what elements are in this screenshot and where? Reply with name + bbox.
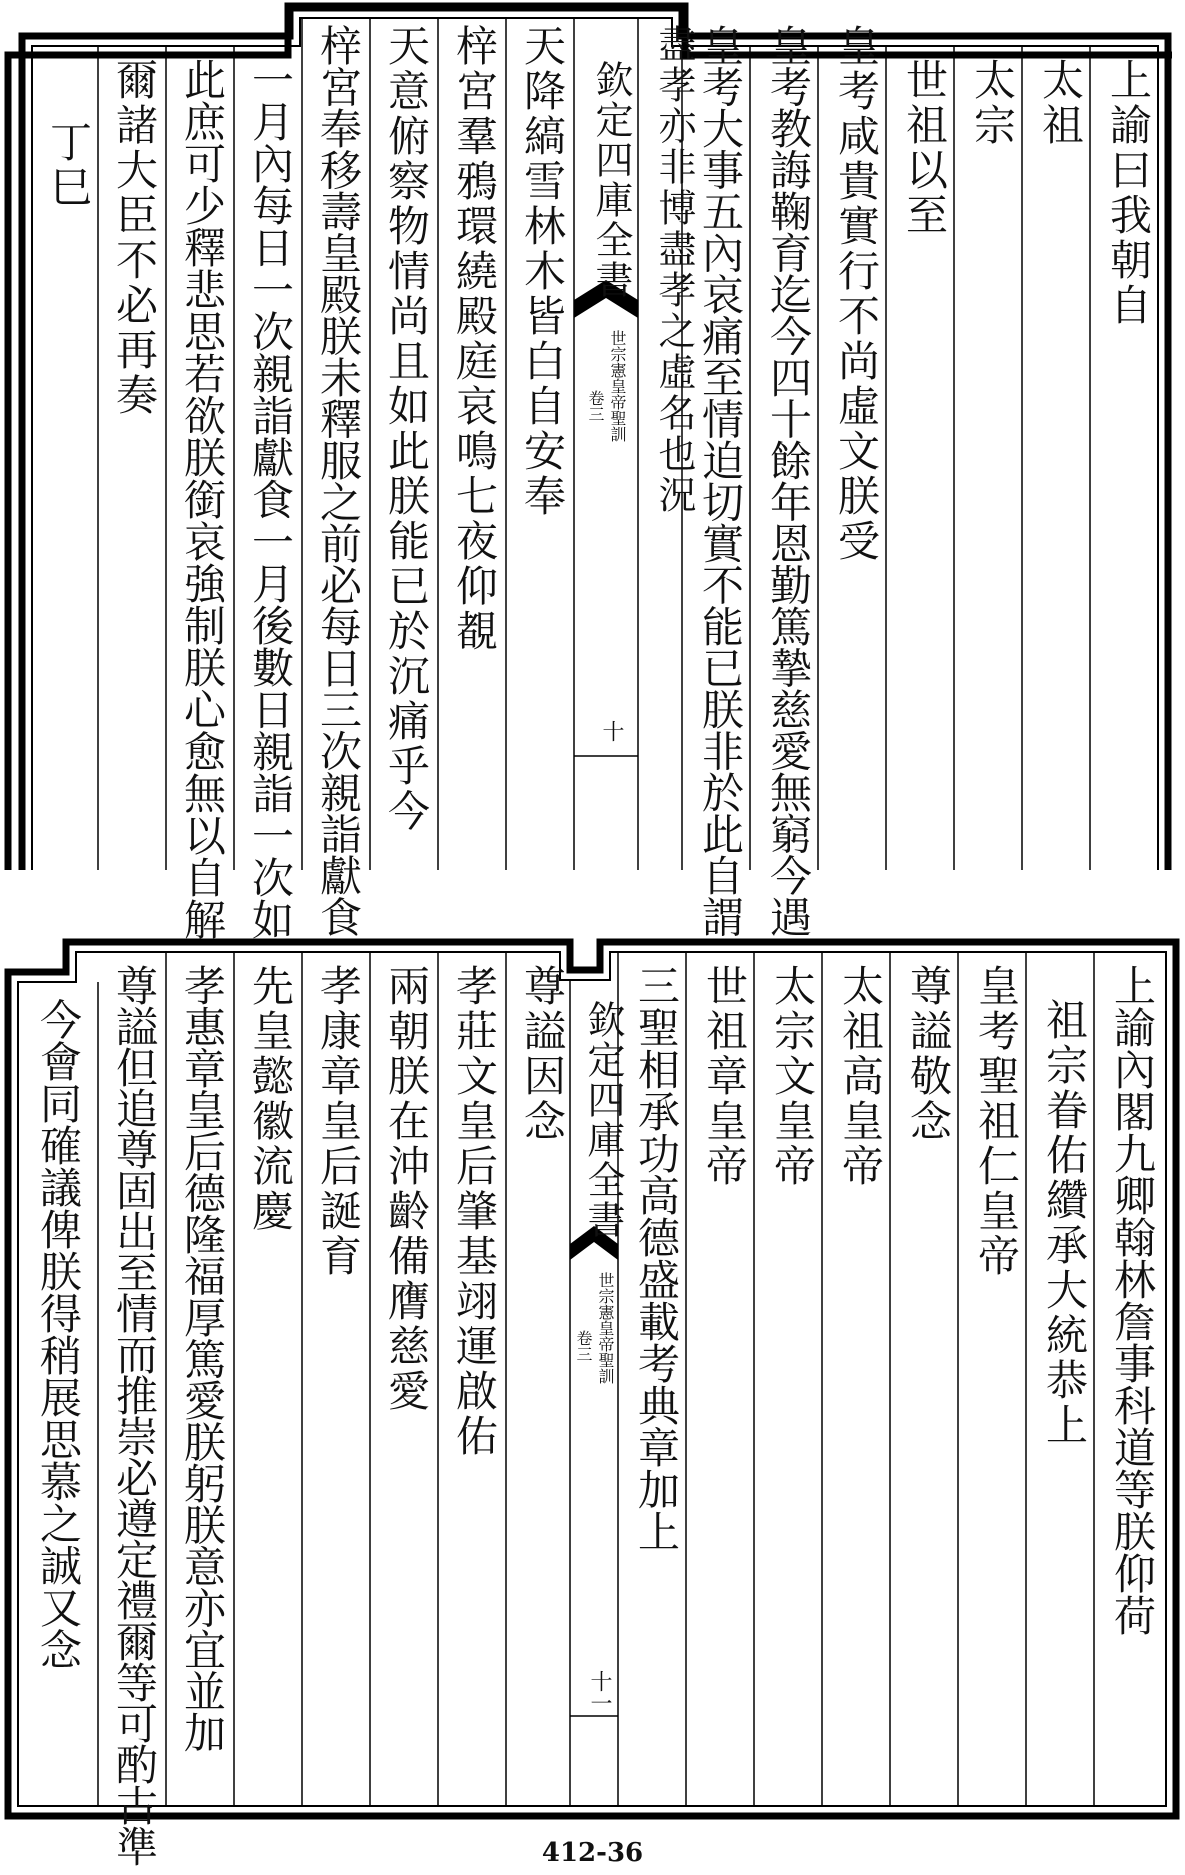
fish-tail-volume: 卷三 bbox=[586, 390, 605, 422]
text-column: 孝康章皇后誕育 bbox=[314, 964, 363, 1279]
book-title: 欽定四庫全書 bbox=[581, 1000, 625, 1240]
text-column: 天意俯察物情尚且如此朕能已於沉痛乎今 bbox=[382, 24, 431, 834]
text-column: 盡孝亦非博盡孝之虛名也況 bbox=[652, 24, 696, 516]
fish-tail-caption: 世宗憲皇帝聖訓 bbox=[608, 330, 627, 442]
text-column: 太祖高皇帝 bbox=[836, 964, 885, 1189]
text-column: 尊謚因念 bbox=[518, 964, 567, 1144]
text-column: 皇考教誨鞠育迄今四十餘年恩勤篤摯慈愛無窮今遇 bbox=[764, 24, 813, 937]
text-column: 三聖相承功高德盛載考典章加上 bbox=[632, 964, 681, 1552]
text-column: 兩朝朕在沖齡備膺慈愛 bbox=[382, 964, 431, 1414]
text-column: 太宗文皇帝 bbox=[768, 964, 817, 1189]
text-column: 世祖章皇帝 bbox=[700, 964, 749, 1189]
text-column: 太宗 bbox=[968, 58, 1017, 148]
text-column: 爾諸大臣不必再奏 bbox=[110, 58, 159, 418]
fish-tail-volume: 卷三 bbox=[574, 1330, 593, 1362]
text-column: 皇考大事五內哀痛至情迫切實不能已朕非於此自謂 bbox=[696, 24, 745, 937]
page-number: 412-36 bbox=[541, 1838, 644, 1868]
book-title: 欽定四庫全書 bbox=[589, 60, 633, 300]
text-column: 祖宗眷佑纘承大統恭上 bbox=[1040, 998, 1089, 1448]
folio: 十 bbox=[599, 720, 624, 742]
text-column: 世祖以至 bbox=[900, 58, 949, 238]
text-column: 上諭曰我朝自 bbox=[1104, 58, 1153, 328]
text-column: 先皇懿徽流慶 bbox=[246, 964, 295, 1234]
text-column: 丁巳 bbox=[44, 120, 93, 210]
text-column: 梓宮奉移壽皇殿朕未釋服之前必每日三次親詣獻食 bbox=[314, 24, 363, 937]
text-column: 孝莊文皇后肇基翊運啟佑 bbox=[450, 964, 499, 1459]
text-column: 上諭內閣九卿翰林詹事科道等朕仰荷 bbox=[1108, 964, 1157, 1636]
text-column: 太祖 bbox=[1036, 58, 1085, 148]
text-column: 皇考咸貴實行不尚虛文朕受 bbox=[832, 24, 881, 564]
text-column: 尊謚敬念 bbox=[904, 964, 953, 1144]
text-column: 天降縞雪林木皆白自安奉 bbox=[518, 24, 567, 519]
folio: 十一 bbox=[587, 1670, 612, 1714]
text-column: 今會同確議俾朕得稍展思慕之誠又念 bbox=[34, 998, 83, 1670]
text-column: 一月內每日一次親詣獻食一月後數日親詣一次如 bbox=[246, 58, 295, 940]
text-column: 皇考聖祖仁皇帝 bbox=[972, 964, 1021, 1279]
text-column: 梓宮羣鴉環繞殿庭哀鳴七夜仰覩 bbox=[450, 24, 499, 654]
text-column: 此庶可少釋悲思若欲朕銜哀強制朕心愈無以自解 bbox=[178, 58, 227, 940]
text-column: 尊謚但追尊固出至情而推崇必遵定禮爾等可酌古準 bbox=[110, 964, 159, 1866]
fish-tail-caption: 世宗憲皇帝聖訓 bbox=[596, 1272, 615, 1384]
text-column: 孝惠章皇后德隆福厚篤愛朕躬朕意亦宜並加 bbox=[178, 964, 227, 1753]
